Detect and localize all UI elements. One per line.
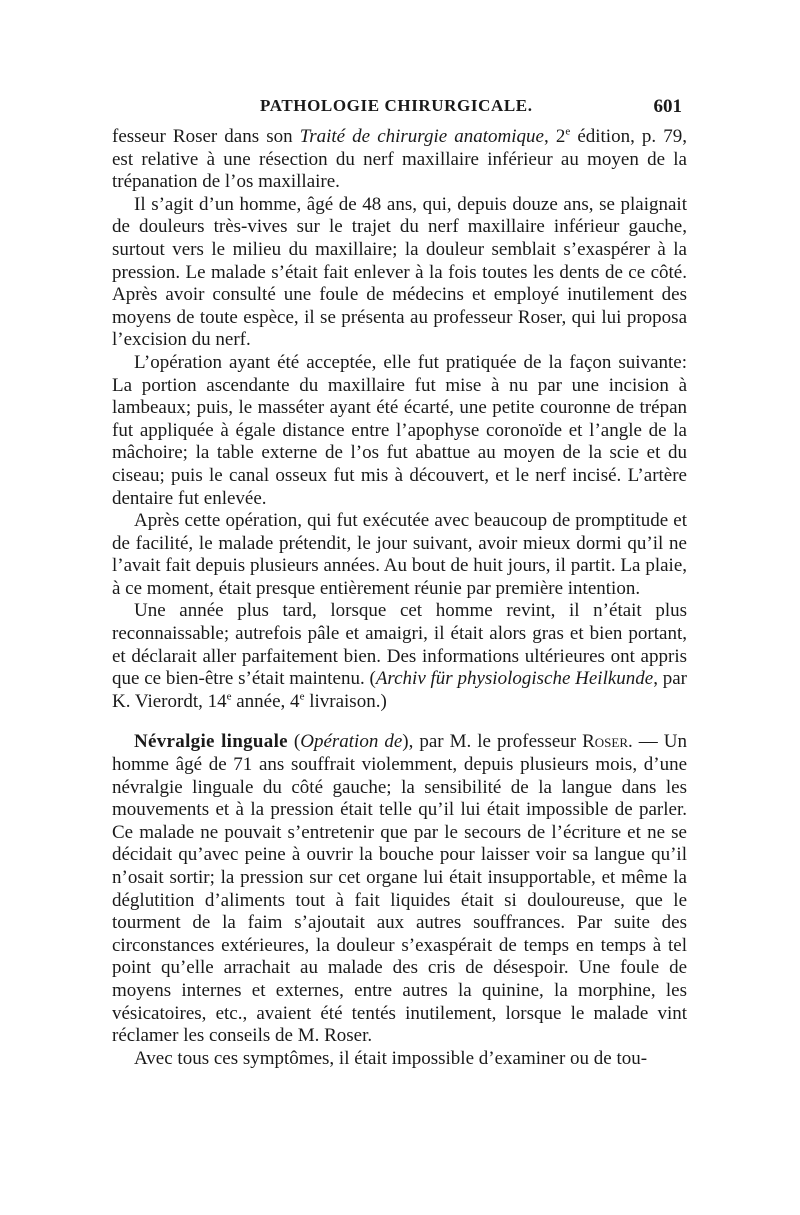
journal-title: Archiv für physiologische Heilkunde — [375, 668, 654, 690]
section-spacer — [112, 713, 687, 731]
book-title: Traité de chirurgie anatomique — [299, 126, 544, 147]
paragraph-7: Avec tous ces symptômes, il était impossible d’examiner ou de tou- — [134, 1047, 648, 1069]
page-number: 601 — [653, 96, 682, 117]
paragraph-5: Une année plus tard, lorsque cet homme revint, il n’était plus reconnaissable; autrefois pâle et amaigri, il était alors gras et bien portant, et déclarait aller parfaitement bien. Des informations ultérieures ont appris que ce bien-être s’était maintenu. (Archiv für physiologische Heilkunde, par K. Vierordt, 14e année, 4e livraison.) — [112, 600, 688, 712]
section-title: Névralgie linguale — [134, 731, 288, 753]
paragraph-4: Après cette opération, qui fut exécutée avec beaucoup de promptitude et de facilité, le malade prétendit, le jour suivant, avoir mieux dormi qu’il ne l’avait fait depuis plusieurs années. Au bout de huit jours, il partit. La plaie, à ce moment, était presque entièrement réunie par première intention. — [112, 510, 687, 599]
running-title: PATHOLOGIE CHIRURGICALE. — [260, 96, 533, 115]
body-text — [112, 126, 687, 1070]
page-header — [112, 96, 682, 124]
paragraph-1: fesseur Roser dans son Traité de chirurgie anatomique, 2e édition, p. 79, est relative à une résection du nerf maxillaire inférieur au moyen de la trépanation de l’os maxillaire. — [112, 125, 688, 193]
paragraph-6: Névralgie linguale (Opération de), par M. le professeur Roser. — Un homme âgé de 71 ans souffrait violemment, depuis plusieurs mois, d’une névralgie linguale du côté gauche; la sensibilité de la langue dans les mouvements et à la pression était telle qu’il lui était impossible de parler. Ce malade ne pouvait s’entretenir que par le secours de l’écriture et ne se décidait qu’avec peine à ouvrir la bouche pour laisser voir sa langue qu’il n’osait sortir; la pression sur cet organe lui était insupportable, et même la déglutition d’aliments tout à fait liquides était si douloureuse, que le tourment de la faim s’ajoutait aux autres souffrances. Par suite des circonstances extérieures, la douleur s’exaspérait de temps en temps à tel point qu’elle arrachait au malade des cris de désespoir. Une foule de moyens internes et externes, entre autres la quinine, la morphine, les vésicatoires, etc., avaient été tentés inutilement, lorsque le malade vint réclamer les conseils de M. Roser. — [112, 731, 687, 1047]
paragraph-2: Il s’agit d’un homme, âgé de 48 ans, qui, depuis douze ans, se plaignait de douleurs très-vives sur le trajet du nerf maxillaire inférieur gauche, surtout vers le milieu du maxillaire; la douleur semblait s’exaspérer à la pression. Le malade s’était fait enlever à la fois toutes les dents de ce côté. Après avoir consulté une foule de médecins et employé inutilement des moyens de toute espèce, il se présenta au professeur Roser, qui lui proposa l’excision du nerf. — [112, 193, 687, 351]
paragraph-3: L’opération ayant été acceptée, elle fut pratiquée de la façon suivante: La portion ascendante du maxillaire fut mise à nu par une incision à lambeaux; puis, le masséter ayant été écarté, une petite couronne de trépan fut appliquée à égale distance entre l’apophyse coronoïde et l’angle de la mâchoire; la table externe de l’os fut abattue au moyen de la scie et du ciseau; puis le canal osseux fut mis à découvert, et le nerf incisé. L’artère dentaire fut enlevée. — [112, 351, 687, 509]
